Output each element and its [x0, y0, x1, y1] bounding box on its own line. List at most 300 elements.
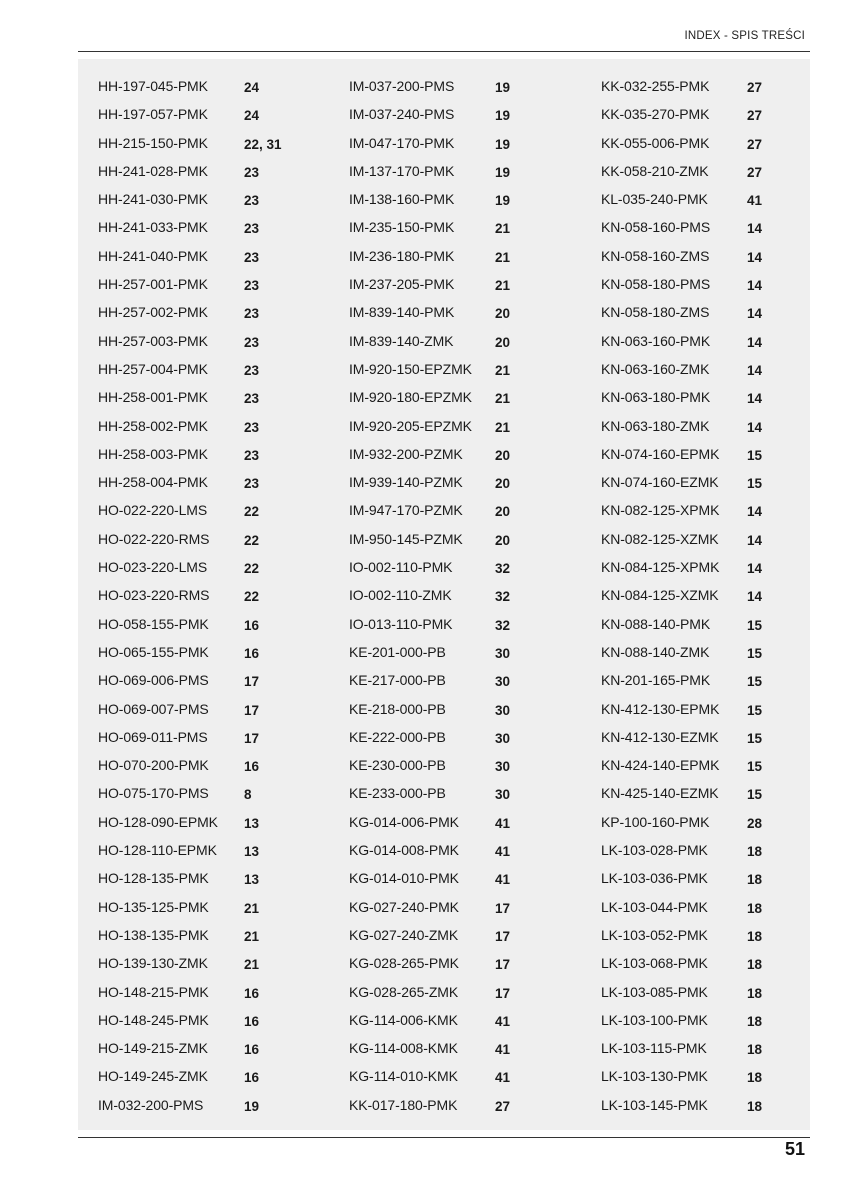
index-entry-page: 18: [747, 1042, 763, 1058]
index-entry-page: 15: [747, 702, 763, 718]
index-entry: [98, 1062, 338, 1090]
index-entry-code: IO-013-110-PMK: [349, 615, 453, 632]
index-entry-code: IM-950-145-PZMK: [349, 530, 463, 547]
index-entry-code: IM-920-150-EPZMK: [349, 360, 472, 377]
index-entry-page: 23: [244, 221, 260, 237]
index-entry-page: 18: [747, 1098, 763, 1114]
index-entry-code: KG-027-240-PMK: [349, 898, 459, 915]
index-entry-page: 21: [495, 221, 511, 237]
index-entry-page: 22: [244, 504, 260, 520]
index-entry: [98, 213, 338, 241]
index-entry-code: KG-014-008-PMK: [349, 842, 459, 859]
index-entry-code: HO-075-170-PMS: [98, 785, 209, 802]
index-entry-page: 41: [747, 193, 763, 209]
index-entry-page: 18: [747, 900, 763, 916]
index-entry: [349, 72, 589, 100]
index-entry: [98, 893, 338, 921]
index-entry: [601, 949, 841, 977]
index-entry-page: 32: [495, 617, 511, 633]
index-column-3: [601, 72, 841, 1119]
index-entry-code: IM-939-140-PZMK: [349, 474, 463, 491]
index-entry: [601, 978, 841, 1006]
index-entry-page: 23: [244, 164, 260, 180]
index-entry: [349, 864, 589, 892]
index-entry-page: 14: [747, 504, 763, 520]
index-entry: [601, 1034, 841, 1062]
index-entry-code: IM-235-150-PMK: [349, 219, 455, 236]
index-entry-code: KG-114-010-KMK: [349, 1068, 458, 1085]
index-entry-code: KE-230-000-PB: [349, 757, 446, 774]
index-entry-page: 15: [747, 730, 763, 746]
index-entry-code: LK-103-145-PMK: [601, 1096, 708, 1113]
index-entry-page: 17: [244, 674, 260, 690]
index-entry-code: IM-839-140-PMK: [349, 304, 455, 321]
index-entry-code: HH-241-028-PMK: [98, 162, 208, 179]
index-entry-page: 41: [495, 844, 511, 860]
index-entry-page: 19: [495, 193, 511, 209]
index-entry: [349, 1062, 589, 1090]
index-entry-code: IO-002-110-PMK: [349, 559, 453, 576]
index-entry: [98, 666, 338, 694]
index-entry-page: 30: [495, 645, 511, 661]
index-entry: [601, 468, 841, 496]
index-entry-page: 21: [244, 928, 260, 944]
index-entry: [98, 72, 338, 100]
index-entry: [349, 185, 589, 213]
index-entry-page: 19: [495, 136, 511, 152]
index-entry: [349, 808, 589, 836]
index-entry-page: 20: [495, 334, 511, 350]
index-entry: [601, 666, 841, 694]
index-entry: [98, 100, 338, 128]
index-entry-page: 13: [244, 872, 260, 888]
index-column-2: [349, 72, 589, 1119]
index-entry: [349, 949, 589, 977]
index-entry-page: 14: [747, 561, 763, 577]
index-entry: [349, 610, 589, 638]
index-entry: [98, 949, 338, 977]
index-entry: [349, 468, 589, 496]
index-entry-page: 20: [495, 476, 511, 492]
index-entry-page: 27: [747, 108, 763, 124]
index-entry-code: KN-058-180-PMS: [601, 276, 711, 293]
index-entry-page: 19: [244, 1098, 260, 1114]
index-entry-page: 21: [495, 391, 511, 407]
index-entry-page: 14: [747, 306, 763, 322]
index-entry-code: KN-412-130-EZMK: [601, 728, 719, 745]
index-entry-code: KN-082-125-XZMK: [601, 530, 719, 547]
index-entry-code: KK-017-180-PMK: [349, 1096, 458, 1113]
index-entry-page: 19: [495, 108, 511, 124]
index-entry-code: KN-063-160-PMK: [601, 332, 711, 349]
index-entry-page: 16: [244, 1042, 260, 1058]
index-entry-page: 14: [747, 221, 763, 237]
index-entry-page: 14: [747, 278, 763, 294]
index-entry-page: 30: [495, 759, 511, 775]
index-entry-page: 21: [495, 419, 511, 435]
index-entry-code: KK-032-255-PMK: [601, 78, 710, 94]
index-entry-code: KK-055-006-PMK: [601, 134, 710, 151]
index-entry-page: 22: [244, 589, 260, 605]
index-entry-code: LK-103-044-PMK: [601, 898, 708, 915]
index-entry-page: 30: [495, 702, 511, 718]
index-entry-code: KG-014-006-PMK: [349, 813, 459, 830]
index-entry-code: KN-084-125-XPMK: [601, 559, 720, 576]
index-entry-page: 15: [747, 674, 763, 690]
index-entry: [601, 72, 841, 100]
index-entry-code: HO-148-215-PMK: [98, 983, 209, 1000]
index-entry-code: IM-032-200-PMS: [98, 1096, 204, 1113]
index-entry: [98, 157, 338, 185]
index-entry: [349, 893, 589, 921]
index-entry-page: 14: [747, 334, 763, 350]
index-entry-page: 16: [244, 1070, 260, 1086]
index-entry: [98, 864, 338, 892]
index-entry-page: 8: [244, 787, 252, 803]
index-entry: [349, 327, 589, 355]
index-entry-page: 13: [244, 844, 260, 860]
index-entry: [349, 723, 589, 751]
index-entry: [98, 496, 338, 524]
index-entry-page: 41: [495, 815, 511, 831]
index-entry-code: HO-139-130-ZMK: [98, 955, 208, 972]
index-entry-page: 16: [244, 617, 260, 633]
index-entry-code: IO-002-110-ZMK: [349, 587, 452, 604]
index-entry-page: 27: [747, 164, 763, 180]
index-entry-page: 23: [244, 362, 260, 378]
index-entry-page: 41: [495, 872, 511, 888]
index-entry-code: KK-058-210-ZMK: [601, 162, 709, 179]
index-entry-page: 20: [495, 447, 511, 463]
index-entry-page: 14: [747, 391, 763, 407]
index-entry: [98, 327, 338, 355]
index-entry-code: HH-197-057-PMK: [98, 106, 208, 123]
index-entry-code: KN-074-160-EZMK: [601, 474, 719, 491]
index-entry-code: HH-258-001-PMK: [98, 389, 208, 406]
index-entry-page: 30: [495, 674, 511, 690]
index-entry: [601, 1091, 841, 1119]
index-entry-code: KN-063-160-ZMK: [601, 360, 710, 377]
index-entry-page: 15: [747, 759, 763, 775]
index-entry-page: 17: [495, 957, 511, 973]
index-entry-page: 18: [747, 1070, 763, 1086]
index-entry-code: LK-103-130-PMK: [601, 1068, 708, 1085]
index-entry: [98, 610, 338, 638]
index-entry-page: 17: [495, 900, 511, 916]
index-entry: [349, 921, 589, 949]
index-entry: [601, 864, 841, 892]
index-entry-code: KN-063-180-ZMK: [601, 417, 710, 434]
index-entry-code: HO-069-007-PMS: [98, 700, 209, 717]
index-entry: [601, 440, 841, 468]
index-entry-code: HH-258-003-PMK: [98, 445, 208, 462]
index-entry: [349, 440, 589, 468]
index-entry-page: 17: [244, 702, 260, 718]
index-entry-code: KN-088-140-PMK: [601, 615, 711, 632]
index-entry: [349, 496, 589, 524]
index-entry-page: 18: [747, 928, 763, 944]
index-entry-code: KE-233-000-PB: [349, 785, 446, 802]
index-entry-code: IM-839-140-ZMK: [349, 332, 454, 349]
index-entry: [98, 525, 338, 553]
index-entry-page: 17: [495, 985, 511, 1001]
index-entry-code: IM-037-240-PMS: [349, 106, 455, 123]
index-entry-code: LK-103-115-PMK: [601, 1040, 707, 1057]
index-entry-code: LK-103-100-PMK: [601, 1011, 708, 1028]
header-divider: [78, 51, 810, 52]
index-entry: [601, 383, 841, 411]
index-entry-code: IM-138-160-PMK: [349, 191, 455, 208]
index-entry: [98, 695, 338, 723]
index-entry: [349, 666, 589, 694]
index-entry-page: 22, 31: [244, 136, 282, 152]
index-entry-page: 16: [244, 759, 260, 775]
index-entry-code: KN-412-130-EPMK: [601, 700, 720, 717]
index-entry-page: 41: [495, 1070, 511, 1086]
index-entry: [349, 638, 589, 666]
index-entry: [601, 242, 841, 270]
index-entry-code: HH-241-040-PMK: [98, 247, 208, 264]
index-entry: [601, 213, 841, 241]
index-entry: [349, 213, 589, 241]
index-entry: [98, 751, 338, 779]
index-entry-code: KN-425-140-EZMK: [601, 785, 719, 802]
index-entry: [98, 836, 338, 864]
index-entry: [98, 242, 338, 270]
index-entry: [349, 836, 589, 864]
index-entry: [601, 808, 841, 836]
index-entry-code: HO-149-215-ZMK: [98, 1040, 208, 1057]
index-entry-page: 32: [495, 589, 511, 605]
index-entry-code: IM-947-170-PZMK: [349, 502, 463, 519]
index-entry-page: 20: [495, 504, 511, 520]
index-entry: [98, 412, 338, 440]
index-entry-page: 21: [495, 278, 511, 294]
index-entry-page: 23: [244, 447, 260, 463]
index-entry: [601, 921, 841, 949]
index-entry: [601, 695, 841, 723]
index-entry-code: HO-065-155-PMK: [98, 643, 209, 660]
index-entry-page: 14: [747, 532, 763, 548]
index-entry-code: HO-149-245-ZMK: [98, 1068, 208, 1085]
index-entry-page: 15: [747, 787, 763, 803]
index-entry-page: 21: [495, 362, 511, 378]
index-entry-page: 30: [495, 787, 511, 803]
index-entry-code: HH-258-004-PMK: [98, 474, 208, 491]
index-entry: [98, 383, 338, 411]
index-entry-code: HO-128-090-EPMK: [98, 813, 218, 830]
index-entry-code: HO-128-135-PMK: [98, 870, 209, 887]
index-entry-code: LK-103-085-PMK: [601, 983, 708, 1000]
index-entry: [349, 100, 589, 128]
index-entry-code: HH-258-002-PMK: [98, 417, 208, 434]
index-entry: [349, 695, 589, 723]
index-entry-page: 18: [747, 872, 763, 888]
index-entry-code: HO-138-135-PMK: [98, 926, 209, 943]
index-entry-code: LK-103-036-PMK: [601, 870, 708, 887]
index-entry-page: 23: [244, 278, 260, 294]
index-entry-page: 23: [244, 193, 260, 209]
index-entry-code: KN-074-160-EPMK: [601, 445, 720, 462]
index-entry-page: 13: [244, 815, 260, 831]
index-entry-code: KP-100-160-PMK: [601, 813, 710, 830]
index-entry: [349, 129, 589, 157]
index-panel: [78, 59, 810, 1130]
index-entry-code: HH-257-004-PMK: [98, 360, 208, 377]
index-entry-code: KG-014-010-PMK: [349, 870, 459, 887]
index-entry-code: HO-023-220-RMS: [98, 587, 210, 604]
index-entry: [98, 129, 338, 157]
index-entry-page: 17: [244, 730, 260, 746]
index-entry-code: LK-103-052-PMK: [601, 926, 708, 943]
index-entry-page: 21: [244, 900, 260, 916]
index-entry-code: KE-222-000-PB: [349, 728, 446, 745]
index-entry-page: 20: [495, 306, 511, 322]
index-entry-page: 16: [244, 645, 260, 661]
index-entry-code: IM-236-180-PMK: [349, 247, 455, 264]
index-entry: [601, 355, 841, 383]
index-entry: [98, 1006, 338, 1034]
index-entry-page: 21: [244, 957, 260, 973]
index-entry: [601, 893, 841, 921]
index-entry-code: HH-257-001-PMK: [98, 276, 208, 293]
index-entry-code: HH-257-002-PMK: [98, 304, 208, 321]
index-entry: [601, 412, 841, 440]
index-entry: [601, 610, 841, 638]
page-header-title: INDEX - SPIS TREŚCI: [684, 30, 805, 42]
index-entry-code: KL-035-240-PMK: [601, 191, 708, 208]
index-entry: [349, 553, 589, 581]
index-entry-code: HO-023-220-LMS: [98, 559, 208, 576]
index-entry: [98, 638, 338, 666]
index-entry-page: 24: [244, 108, 260, 124]
index-entry-page: 22: [244, 532, 260, 548]
index-entry-code: HO-069-011-PMS: [98, 728, 208, 745]
index-entry-code: HO-135-125-PMK: [98, 898, 209, 915]
index-entry-code: KK-035-270-PMK: [601, 106, 710, 123]
index-entry-page: 27: [747, 136, 763, 152]
index-entry-code: KG-114-006-KMK: [349, 1011, 458, 1028]
index-entry: [349, 978, 589, 1006]
index-entry-code: KE-201-000-PB: [349, 643, 446, 660]
index-entry: [601, 1062, 841, 1090]
index-entry: [98, 581, 338, 609]
index-entry-page: 28: [747, 815, 763, 831]
index-entry: [349, 383, 589, 411]
index-entry: [98, 978, 338, 1006]
index-entry-code: HO-058-155-PMK: [98, 615, 209, 632]
index-entry: [98, 355, 338, 383]
index-entry-code: KE-217-000-PB: [349, 672, 446, 689]
index-entry: [349, 270, 589, 298]
index-entry-page: 20: [495, 532, 511, 548]
index-entry: [98, 779, 338, 807]
index-entry-page: 16: [244, 1013, 260, 1029]
index-entry-code: IM-237-205-PMK: [349, 276, 455, 293]
index-entry: [98, 440, 338, 468]
index-entry: [349, 298, 589, 326]
index-entry: [98, 270, 338, 298]
index-entry-page: 17: [495, 928, 511, 944]
index-entry-page: 14: [747, 362, 763, 378]
index-entry-page: 30: [495, 730, 511, 746]
index-entry-page: 15: [747, 617, 763, 633]
index-entry: [98, 723, 338, 751]
index-entry: [98, 468, 338, 496]
index-entry: [601, 298, 841, 326]
index-entry: [98, 553, 338, 581]
index-entry: [601, 525, 841, 553]
index-entry: [98, 185, 338, 213]
index-entry-code: LK-103-068-PMK: [601, 955, 708, 972]
index-entry-code: IM-920-205-EPZMK: [349, 417, 472, 434]
index-entry: [98, 808, 338, 836]
index-entry-code: KG-028-265-PMK: [349, 955, 459, 972]
index-entry: [601, 581, 841, 609]
index-entry-page: 18: [747, 844, 763, 860]
index-entry-page: 19: [495, 164, 511, 180]
index-entry-code: HH-215-150-PMK: [98, 134, 208, 151]
index-entry-code: KN-201-165-PMK: [601, 672, 711, 689]
index-entry-code: KN-058-180-ZMS: [601, 304, 710, 321]
index-entry-code: HO-148-245-PMK: [98, 1011, 209, 1028]
index-entry-code: HO-069-006-PMS: [98, 672, 209, 689]
index-entry: [349, 751, 589, 779]
index-entry: [601, 751, 841, 779]
index-entry-code: HH-257-003-PMK: [98, 332, 208, 349]
index-entry-page: 41: [495, 1042, 511, 1058]
index-entry-code: IM-047-170-PMK: [349, 134, 455, 151]
index-entry-code: IM-137-170-PMK: [349, 162, 455, 179]
index-entry: [601, 638, 841, 666]
index-entry-page: 23: [244, 249, 260, 265]
index-entry: [601, 270, 841, 298]
index-entry-code: KN-058-160-PMS: [601, 219, 711, 236]
index-entry-code: HO-022-220-LMS: [98, 502, 208, 519]
index-entry: [601, 157, 841, 185]
index-entry-code: KE-218-000-PB: [349, 700, 446, 717]
index-entry: [601, 496, 841, 524]
index-entry-page: 18: [747, 1013, 763, 1029]
index-entry-code: HH-241-030-PMK: [98, 191, 208, 208]
index-entry-code: HH-241-033-PMK: [98, 219, 208, 236]
index-entry-page: 14: [747, 419, 763, 435]
index-entry: [349, 1034, 589, 1062]
index-entry: [601, 327, 841, 355]
index-entry-page: 41: [495, 1013, 511, 1029]
index-entry-page: 15: [747, 645, 763, 661]
index-column-1: [98, 72, 338, 1119]
index-entry-code: IM-932-200-PZMK: [349, 445, 463, 462]
index-entry: [349, 242, 589, 270]
index-entry-page: 15: [747, 476, 763, 492]
index-entry-code: HO-128-110-EPMK: [98, 842, 217, 859]
footer-divider: [78, 1137, 810, 1138]
index-entry-page: 23: [244, 391, 260, 407]
index-entry-page: 23: [244, 419, 260, 435]
index-entry-page: 14: [747, 589, 763, 605]
index-entry-page: 22: [244, 561, 260, 577]
index-entry-code: KN-063-180-PMK: [601, 389, 711, 406]
index-entry-code: KN-424-140-EPMK: [601, 757, 720, 774]
index-entry: [601, 185, 841, 213]
index-entry-page: 14: [747, 249, 763, 265]
index-entry: [98, 1091, 338, 1119]
index-entry-page: 24: [244, 80, 260, 95]
index-entry: [601, 723, 841, 751]
index-entry: [601, 1006, 841, 1034]
index-entry-code: KG-028-265-ZMK: [349, 983, 459, 1000]
